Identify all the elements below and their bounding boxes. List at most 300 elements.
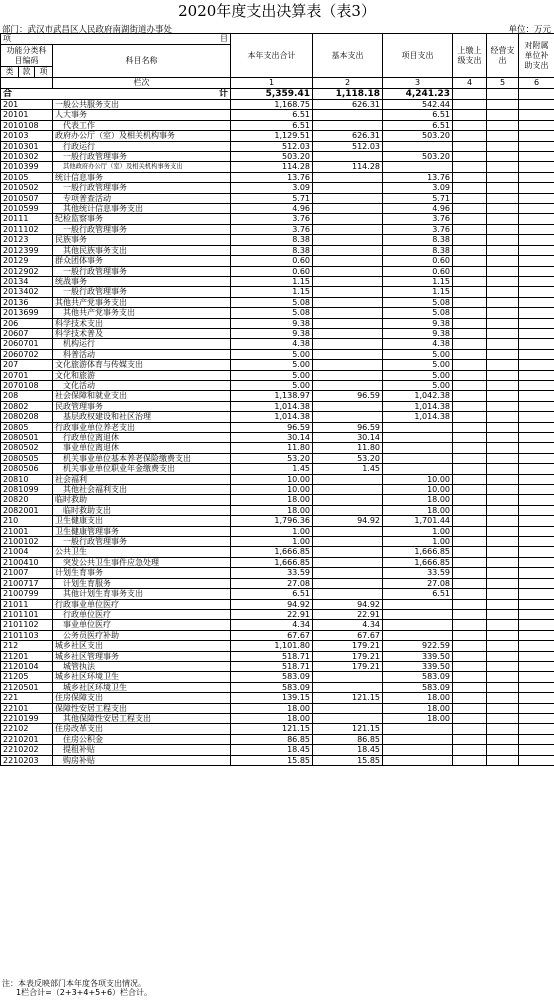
row-value-col5 [487,120,519,130]
row-value-col4 [453,693,487,703]
row-value-col4 [453,443,487,453]
row-value-col3 [383,141,453,151]
row-subject-name: 提租补贴 [53,745,231,755]
row-value-col1: 13.76 [231,172,313,182]
row-value-col3: 4.38 [383,339,453,349]
table-row [1,734,554,744]
row-subject-name: 文化活动 [53,380,231,390]
row-value-col2 [313,245,383,255]
table-row [1,204,554,214]
row-value-col3: 583.09 [383,682,453,692]
row-value-col2 [313,682,383,692]
row-value-col5 [487,578,519,588]
row-value-col6 [519,152,554,162]
row-code: 2010302 [1,152,53,162]
row-value-col4 [453,745,487,755]
row-value-col1: 18.00 [231,495,313,505]
row-value-col4 [453,287,487,297]
row-value-col6 [519,453,554,463]
row-value-col2 [313,526,383,536]
row-value-col2 [313,297,383,307]
row-value-col3: 3.76 [383,214,453,224]
row-value-col3 [383,630,453,640]
row-subject-name: 政府办公厅（室）及相关机构事务 [53,131,231,141]
row-subject-name: 其他计划生育事务支出 [53,589,231,599]
header-n5: 5 [487,78,519,89]
row-subject-name: 纪检监察事务 [53,214,231,224]
row-value-col3: 13.76 [383,172,453,182]
table-row [1,162,554,172]
row-value-col2 [313,328,383,338]
row-value-col1: 94.92 [231,599,313,609]
header-xiang-mu [1,34,231,45]
row-value-col2 [313,412,383,422]
row-subject-name: 民族事务 [53,235,231,245]
row-subject-name: 临时救助 [53,495,231,505]
row-value-col5 [487,110,519,120]
table-header [1,34,554,100]
row-value-col5 [487,204,519,214]
row-value-col1: 10.00 [231,485,313,495]
table-row [1,256,554,266]
row-code: 2100717 [1,578,53,588]
row-value-col1: 27.08 [231,578,313,588]
row-subject-name: 卫生健康管理事务 [53,526,231,536]
row-value-col1: 10.00 [231,474,313,484]
row-value-col2 [313,380,383,390]
row-value-col4 [453,193,487,203]
row-code: 20101 [1,110,53,120]
row-value-col6 [519,474,554,484]
header-n2: 2 [313,78,383,89]
row-value-col4 [453,713,487,723]
row-value-col5 [487,370,519,380]
row-value-col6 [519,349,554,359]
row-subject-name: 统计信息事务 [53,172,231,182]
row-value-col5 [487,193,519,203]
row-value-col2 [313,256,383,266]
table-row [1,349,554,359]
row-value-col1: 1.45 [231,464,313,474]
row-value-col1: 5.08 [231,297,313,307]
row-code: 221 [1,693,53,703]
row-value-col2: 4.34 [313,620,383,630]
row-value-col6 [519,578,554,588]
row-value-col6 [519,755,554,765]
row-value-col4 [453,412,487,422]
row-subject-name: 一般行政管理事务 [53,183,231,193]
row-subject-name: 事业单位医疗 [53,620,231,630]
row-code: 20123 [1,235,53,245]
row-value-col5 [487,734,519,744]
row-value-col3: 1.15 [383,287,453,297]
row-value-col5 [487,339,519,349]
row-subject-name: 行政单位离退休 [53,433,231,443]
table-row [1,578,554,588]
row-subject-name: 文化和旅游 [53,370,231,380]
row-value-col6 [519,162,554,172]
row-code: 2101102 [1,620,53,630]
row-value-col1: 1,666.85 [231,557,313,567]
header-col5: 经营支出 [487,34,519,78]
row-value-col1: 96.59 [231,422,313,432]
row-value-col2 [313,537,383,547]
row-value-col6 [519,713,554,723]
row-value-col4 [453,464,487,474]
row-subject-name: 机关事业单位职业年金缴费支出 [53,464,231,474]
row-value-col2: 67.67 [313,630,383,640]
row-value-col5 [487,328,519,338]
row-code: 2060701 [1,339,53,349]
row-value-col5 [487,100,519,110]
row-value-col5 [487,183,519,193]
row-value-col1: 6.51 [231,110,313,120]
header-col3: 项目支出 [383,34,453,78]
row-value-col2: 512.03 [313,141,383,151]
row-value-col1: 5.00 [231,360,313,370]
row-value-col1: 1.00 [231,537,313,547]
row-value-col4 [453,630,487,640]
table-row [1,412,554,422]
row-value-col3: 1.00 [383,537,453,547]
row-value-col6 [519,609,554,619]
row-code: 2081099 [1,485,53,495]
row-value-col6 [519,433,554,443]
row-code: 20810 [1,474,53,484]
row-value-col6 [519,401,554,411]
row-value-col2: 11.80 [313,443,383,453]
row-subject-name: 群众团体事务 [53,256,231,266]
row-value-col6 [519,204,554,214]
row-value-col5 [487,360,519,370]
row-value-col1: 22.91 [231,609,313,619]
row-subject-name: 其他共产党事务支出 [53,308,231,318]
row-value-col2 [313,339,383,349]
row-subject-name: 城管执法 [53,661,231,671]
row-value-col4 [453,256,487,266]
table-row [1,537,554,547]
row-value-col5 [487,131,519,141]
row-value-col3: 10.00 [383,474,453,484]
row-code: 2011102 [1,224,53,234]
row-value-col6 [519,391,554,401]
row-value-col2 [313,308,383,318]
row-value-col1: 8.38 [231,245,313,255]
row-value-col6 [519,256,554,266]
header-lei: 类 [1,67,19,78]
row-value-col3: 33.59 [383,568,453,578]
row-code: 21205 [1,672,53,682]
table-row [1,235,554,245]
row-value-col1: 30.14 [231,433,313,443]
row-value-col3 [383,433,453,443]
row-value-col4 [453,266,487,276]
row-subject-name: 行政单位医疗 [53,609,231,619]
row-value-col6 [519,589,554,599]
row-value-col6 [519,599,554,609]
table-row [1,464,554,474]
row-code: 2010507 [1,193,53,203]
table-row [1,620,554,630]
row-value-col1: 53.20 [231,453,313,463]
row-subject-name: 卫生健康支出 [53,516,231,526]
row-code: 2080502 [1,443,53,453]
row-value-col4 [453,516,487,526]
row-subject-name: 机构运行 [53,339,231,349]
table-row [1,172,554,182]
row-code: 207 [1,360,53,370]
row-value-col3 [383,443,453,453]
row-value-col5 [487,641,519,651]
row-code: 2060702 [1,349,53,359]
row-value-col6 [519,214,554,224]
row-subject-name: 专项普查活动 [53,193,231,203]
row-value-col2 [313,172,383,182]
row-code: 2013699 [1,308,53,318]
row-value-col2 [313,474,383,484]
row-value-col3: 5.08 [383,297,453,307]
row-value-col4 [453,641,487,651]
row-value-col4 [453,339,487,349]
header-subject: 科目名称 [53,45,231,78]
row-code: 2010108 [1,120,53,130]
row-value-col2: 626.31 [313,131,383,141]
row-value-col2 [313,318,383,328]
table-row [1,568,554,578]
row-value-col2 [313,204,383,214]
row-value-col4 [453,453,487,463]
row-value-col2 [313,276,383,286]
row-value-col1: 114.28 [231,162,313,172]
row-subject-name: 突发公共卫生事件应急处理 [53,557,231,567]
row-subject-name: 科学技术普及 [53,328,231,338]
row-value-col1: 5.08 [231,308,313,318]
table-row [1,526,554,536]
row-value-col2: 94.92 [313,599,383,609]
row-value-col4 [453,162,487,172]
row-value-col5 [487,703,519,713]
page-title: 2020年度支出决算表（表3） [178,2,376,20]
row-value-col1: 512.03 [231,141,313,151]
row-subject-name: 住房保障支出 [53,693,231,703]
row-value-col5 [487,589,519,599]
row-value-col4 [453,589,487,599]
row-subject-name: 一般行政管理事务 [53,266,231,276]
row-value-col4 [453,370,487,380]
row-code: 20111 [1,214,53,224]
row-code: 20103 [1,131,53,141]
row-value-col3: 5.08 [383,308,453,318]
table-row [1,724,554,734]
row-value-col4 [453,245,487,255]
row-code: 208 [1,391,53,401]
row-value-col5 [487,224,519,234]
row-value-col4 [453,318,487,328]
row-value-col3: 5.00 [383,360,453,370]
row-value-col3: 6.51 [383,120,453,130]
row-subject-name: 科普活动 [53,349,231,359]
row-subject-name: 城乡社区管理事务 [53,651,231,661]
header-n6: 6 [519,78,554,89]
total-col2: 1,118.18 [313,89,383,100]
row-subject-name: 城乡社区支出 [53,641,231,651]
total-col5 [487,89,519,100]
row-value-col1: 583.09 [231,672,313,682]
row-code: 20820 [1,495,53,505]
row-value-col4 [453,141,487,151]
row-value-col3: 9.38 [383,328,453,338]
row-value-col2 [313,214,383,224]
row-value-col1: 86.85 [231,734,313,744]
row-value-col5 [487,276,519,286]
row-value-col4 [453,120,487,130]
row-subject-name: 住房公积金 [53,734,231,744]
row-code: 2082001 [1,505,53,515]
row-value-col2 [313,224,383,234]
row-value-col4 [453,557,487,567]
row-value-col2: 86.85 [313,734,383,744]
header-n3: 3 [383,78,453,89]
row-value-col2 [313,505,383,515]
table-row [1,308,554,318]
row-subject-name: 文化旅游体育与传媒支出 [53,360,231,370]
row-value-col5 [487,672,519,682]
row-value-col3: 6.51 [383,110,453,120]
table-row [1,672,554,682]
table-row [1,755,554,765]
row-subject-name: 行政事业单位医疗 [53,599,231,609]
table-row [1,745,554,755]
row-value-col6 [519,360,554,370]
row-value-col1: 11.80 [231,443,313,453]
table-row [1,661,554,671]
row-value-col6 [519,120,554,130]
row-value-col4 [453,526,487,536]
row-value-col3: 1,701.44 [383,516,453,526]
row-value-col6 [519,682,554,692]
row-value-col6 [519,297,554,307]
row-value-col4 [453,505,487,515]
row-value-col1: 583.09 [231,682,313,692]
row-code: 21201 [1,651,53,661]
row-value-col3 [383,755,453,765]
row-value-col1: 18.00 [231,703,313,713]
row-value-col6 [519,318,554,328]
row-value-col6 [519,276,554,286]
row-value-col5 [487,152,519,162]
row-subject-name: 城乡社区环境卫生 [53,682,231,692]
row-value-col4 [453,224,487,234]
row-value-col1: 1,101.80 [231,641,313,651]
row-value-col2: 626.31 [313,100,383,110]
row-value-col2 [313,266,383,276]
row-value-col2 [313,235,383,245]
row-code: 2120501 [1,682,53,692]
row-value-col2 [313,401,383,411]
row-code: 2010599 [1,204,53,214]
table-row [1,183,554,193]
row-value-col2 [313,547,383,557]
row-value-col5 [487,474,519,484]
row-value-col3: 583.09 [383,672,453,682]
row-subject-name: 计划生育事务 [53,568,231,578]
row-value-col5 [487,568,519,578]
table-row [1,516,554,526]
row-value-col2: 114.28 [313,162,383,172]
row-value-col6 [519,110,554,120]
table-row [1,328,554,338]
row-subject-name: 其他统计信息事务支出 [53,204,231,214]
row-value-col6 [519,651,554,661]
table-row [1,693,554,703]
row-value-col5 [487,380,519,390]
row-value-col2: 94.92 [313,516,383,526]
row-value-col3 [383,734,453,744]
row-value-col3: 1.00 [383,526,453,536]
table-row [1,505,554,515]
row-value-col4 [453,422,487,432]
row-value-col6 [519,412,554,422]
row-value-col3 [383,162,453,172]
row-code: 20701 [1,370,53,380]
row-value-col4 [453,131,487,141]
row-subject-name: 行政运行 [53,141,231,151]
row-value-col1: 4.38 [231,339,313,349]
table-row [1,339,554,349]
row-value-col5 [487,162,519,172]
row-code: 22101 [1,703,53,713]
table-row [1,131,554,141]
row-value-col6 [519,131,554,141]
row-value-col1: 4.96 [231,204,313,214]
header-lanci: 栏次 [53,78,231,89]
row-value-col5 [487,422,519,432]
table-row [1,318,554,328]
row-value-col2 [313,287,383,297]
row-value-col1: 8.38 [231,235,313,245]
header-col4: 上缴上级支出 [453,34,487,78]
row-value-col4 [453,703,487,713]
row-value-col1: 18.00 [231,713,313,723]
row-value-col5 [487,401,519,411]
table-row [1,360,554,370]
row-subject-name: 其他社会福利支出 [53,485,231,495]
row-value-col4 [453,474,487,484]
total-row [1,89,554,100]
table-row [1,401,554,411]
row-value-col5 [487,630,519,640]
row-value-col3 [383,745,453,755]
row-value-col4 [453,755,487,765]
row-value-col2 [313,360,383,370]
row-value-col5 [487,609,519,619]
row-value-col2 [313,557,383,567]
row-value-col6 [519,495,554,505]
row-value-col4 [453,110,487,120]
row-subject-name: 统战事务 [53,276,231,286]
row-value-col4 [453,401,487,411]
row-value-col2 [313,370,383,380]
row-value-col4 [453,433,487,443]
row-value-col6 [519,745,554,755]
row-value-col5 [487,412,519,422]
total-col3: 4,241.23 [383,89,453,100]
row-value-col3 [383,599,453,609]
row-value-col1: 121.15 [231,724,313,734]
table-body [1,100,554,766]
row-value-col6 [519,380,554,390]
row-value-col1: 1,014.38 [231,412,313,422]
